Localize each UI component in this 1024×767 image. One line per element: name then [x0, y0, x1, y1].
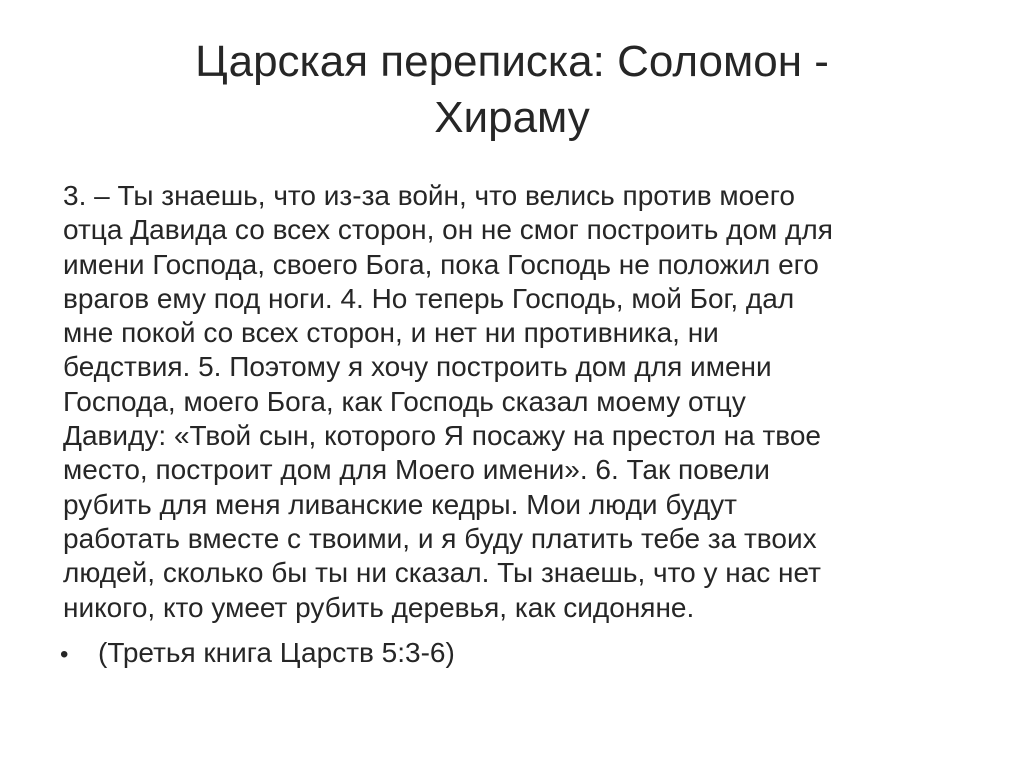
passage-line: место, построит дом для Моего имени». 6. Так повели	[63, 454, 770, 486]
citation-bullet-item	[60, 636, 455, 672]
slide-title	[80, 34, 944, 146]
title-line-2: Хираму	[434, 93, 590, 142]
citation-text: (Третья книга Царств 5:3-6)	[98, 637, 455, 668]
passage-line: людей, сколько бы ты ни сказал. Ты знаешь, что у нас нет	[63, 557, 821, 589]
passage-line: 3. – Ты знаешь, что из-за войн, что велись против моего	[63, 180, 795, 211]
passage-line: отца Давида со всех сторон, он не смог построить дом для	[63, 214, 833, 246]
passage-line: мне покой со всех сторон, и нет ни противника, ни	[63, 317, 719, 349]
passage-line: врагов ему под ноги. 4. Но теперь Господь, мой Бог, дал	[63, 282, 795, 314]
passage-line: Господа, моего Бога, как Господь сказал моему отцу	[63, 385, 746, 417]
passage-line: никого, кто умеет рубить деревья, как сидоняне.	[63, 591, 695, 623]
passage-line: работать вместе с твоими, и я буду платить тебе за твоих	[63, 522, 817, 554]
scripture-passage	[63, 179, 963, 625]
passage-line: рубить для меня ливанские кедры. Мои люди будут	[63, 488, 737, 520]
passage-line: бедствия. 5. Поэтому я хочу построить дом для имени	[63, 351, 772, 383]
passage-line: Давиду: «Твой сын, которого Я посажу на престол на твое	[63, 420, 821, 452]
passage-line: имени Господа, своего Бога, пока Господь не положил его	[63, 248, 819, 280]
bullet-icon: •	[60, 641, 69, 668]
title-line-1: Царская переписка: Соломон -	[195, 37, 829, 86]
